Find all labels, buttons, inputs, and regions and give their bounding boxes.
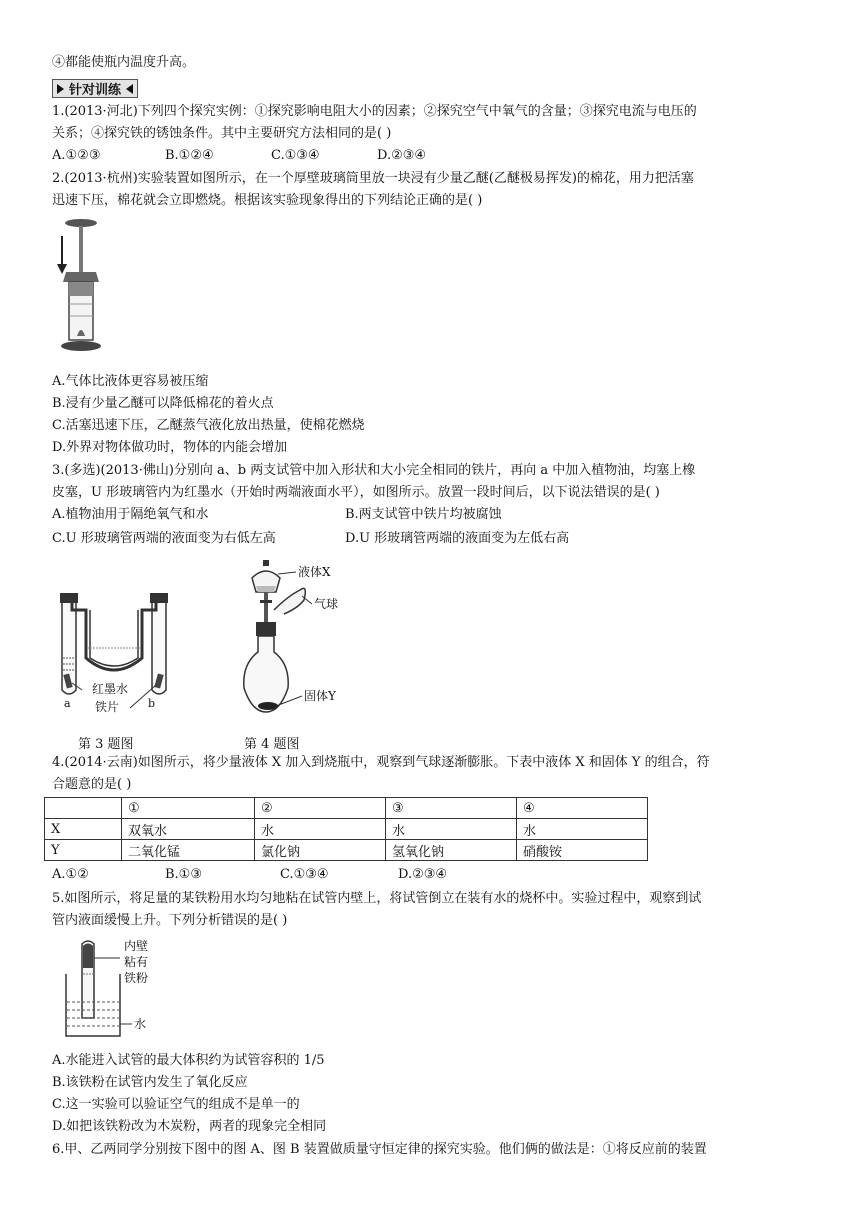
q3-line1: 3.(多选)(2013·佛山)分别向 a、b 两支试管中加入形状和大小完全相同的铁片，再向 a 中加入植物油，均塞上橡 — [52, 463, 696, 478]
table-cell: Y — [45, 840, 122, 861]
section-tag — [52, 79, 138, 98]
q4-option-a: A.①② — [52, 867, 89, 882]
q1-line1: 1.(2013·河北)下列四个探究实例：①探究影响电阻大小的因素；②探究空气中氧气的含量；③探究电流与电压的 — [52, 104, 697, 119]
u-tube-label-b: b — [148, 697, 156, 710]
flask-label-balloon: 气球 — [314, 597, 339, 611]
table-cell: ② — [255, 798, 386, 819]
q4-option-b: B.①③ — [165, 867, 202, 882]
q4-option-c: C.①③④ — [280, 867, 329, 882]
u-tube-label-a: a — [64, 697, 71, 710]
q3-option-a: A.植物油用于隔绝氧气和水 — [52, 507, 209, 522]
q6-line1: 6.甲、乙两同学分别按下图中的图 A、图 B 装置做质量守恒定律的探究实验。他们俩的做法是：①将反应前的装置 — [52, 1142, 707, 1157]
flask-label-liquid: 液体X — [298, 565, 331, 579]
q2-option-d: D.外界对物体做功时，物体的内能会增加 — [52, 440, 288, 455]
table-cell: ③ — [386, 798, 517, 819]
q3-option-d: D.U 形玻璃管两端的液面变为左低右高 — [345, 531, 570, 546]
u-tube-figure — [52, 590, 182, 718]
table-cell: 水 — [386, 819, 517, 840]
figure3-caption: 第 3 题图 — [78, 737, 134, 752]
triangle-right-icon — [57, 84, 64, 94]
table-cell: ① — [122, 798, 255, 819]
q1-option-c: C.①③④ — [271, 148, 320, 163]
q4-combination-table — [44, 797, 648, 861]
table-cell: 二氧化锰 — [122, 840, 255, 861]
table-row — [45, 840, 648, 861]
u-tube-label-ink: 红墨水 — [92, 682, 129, 696]
q5-line1: 5.如图所示，将足量的某铁粉用水均匀地粘在试管内壁上，将试管倒立在装有水的烧杯中。实验过程中，观察到试 — [52, 891, 702, 906]
flask-balloon-figure — [238, 560, 356, 720]
section-tag-label: 针对训练 — [69, 83, 122, 98]
table-cell: 水 — [255, 819, 386, 840]
q5-option-b: B.该铁粉在试管内发生了氧化反应 — [52, 1075, 248, 1090]
q1-option-a: A.①②③ — [52, 148, 101, 163]
table-cell: 水 — [517, 819, 648, 840]
table-cell: 双氧水 — [122, 819, 255, 840]
tube-label-3: 铁粉 — [124, 971, 149, 985]
table-header-row — [45, 798, 648, 819]
q2-option-a: A.气体比液体更容易被压缩 — [52, 374, 209, 389]
q2-option-b: B.浸有少量乙醚可以降低棉花的着火点 — [52, 396, 274, 411]
q5-option-c: C.这一实验可以验证空气的组成不是单一的 — [52, 1097, 300, 1112]
q4-line2: 合题意的是( ) — [52, 777, 132, 792]
table-cell: ④ — [517, 798, 648, 819]
inverted-tube-beaker-figure — [62, 938, 166, 1042]
q2-line1: 2.(2013·杭州)实验装置如图所示，在一个厚壁玻璃筒里放一块浸有少量乙醚(乙醚极易挥发)的棉花，用力把活塞 — [52, 171, 694, 186]
q3-option-c: C.U 形玻璃管两端的液面变为右低左高 — [52, 531, 276, 546]
q1-line2: 关系；④探究铁的锈蚀条件。其中主要研究方法相同的是( ) — [52, 126, 392, 141]
q4-line1: 4.(2014·云南)如图所示，将少量液体 X 加入到烧瓶中，观察到气球逐渐膨胀。下表中液体 X 和固体 Y 的组合，符 — [52, 755, 710, 770]
intro-line: ④都能使瓶内温度升高。 — [52, 55, 196, 70]
q4-option-d: D.②③④ — [398, 867, 448, 882]
q5-line2: 管内液面缓慢上升。下列分析错误的是( ) — [52, 913, 288, 928]
tube-label-1: 内壁 — [124, 939, 149, 953]
u-tube-label-iron: 铁片 — [95, 700, 120, 714]
q5-option-d: D.如把该铁粉改为木炭粉，两者的现象完全相同 — [52, 1119, 327, 1134]
q1-option-b: B.①②④ — [165, 148, 214, 163]
q1-option-d: D.②③④ — [377, 148, 427, 163]
q3-option-b: B.两支试管中铁片均被腐蚀 — [345, 507, 502, 522]
q3-line2: 皮塞，U 形玻璃管内为红墨水（开始时两端液面水平），如图所示。放置一段时间后，以下说法错误的是( ) — [52, 485, 660, 500]
tube-label-2: 粘有 — [124, 955, 149, 969]
q2-option-c: C.活塞迅速下压，乙醚蒸气液化放出热量，使棉花燃烧 — [52, 418, 365, 433]
table-row — [45, 819, 648, 840]
table-cell: 氢氧化钠 — [386, 840, 517, 861]
table-cell — [45, 798, 122, 819]
triangle-left-icon — [126, 84, 133, 94]
table-cell: 硝酸铵 — [517, 840, 648, 861]
q5-option-a: A.水能进入试管的最大体积约为试管容积的 1/5 — [52, 1053, 325, 1068]
figure4-caption: 第 4 题图 — [244, 737, 300, 752]
tube-label-water: 水 — [134, 1017, 147, 1031]
piston-cylinder-figure — [55, 216, 105, 362]
table-cell: 氯化钠 — [255, 840, 386, 861]
q2-line2: 迅速下压，棉花就会立即燃烧。根据该实验现象得出的下列结论正确的是( ) — [52, 193, 483, 208]
table-cell: X — [45, 819, 122, 840]
flask-label-solid: 固体Y — [304, 689, 336, 703]
